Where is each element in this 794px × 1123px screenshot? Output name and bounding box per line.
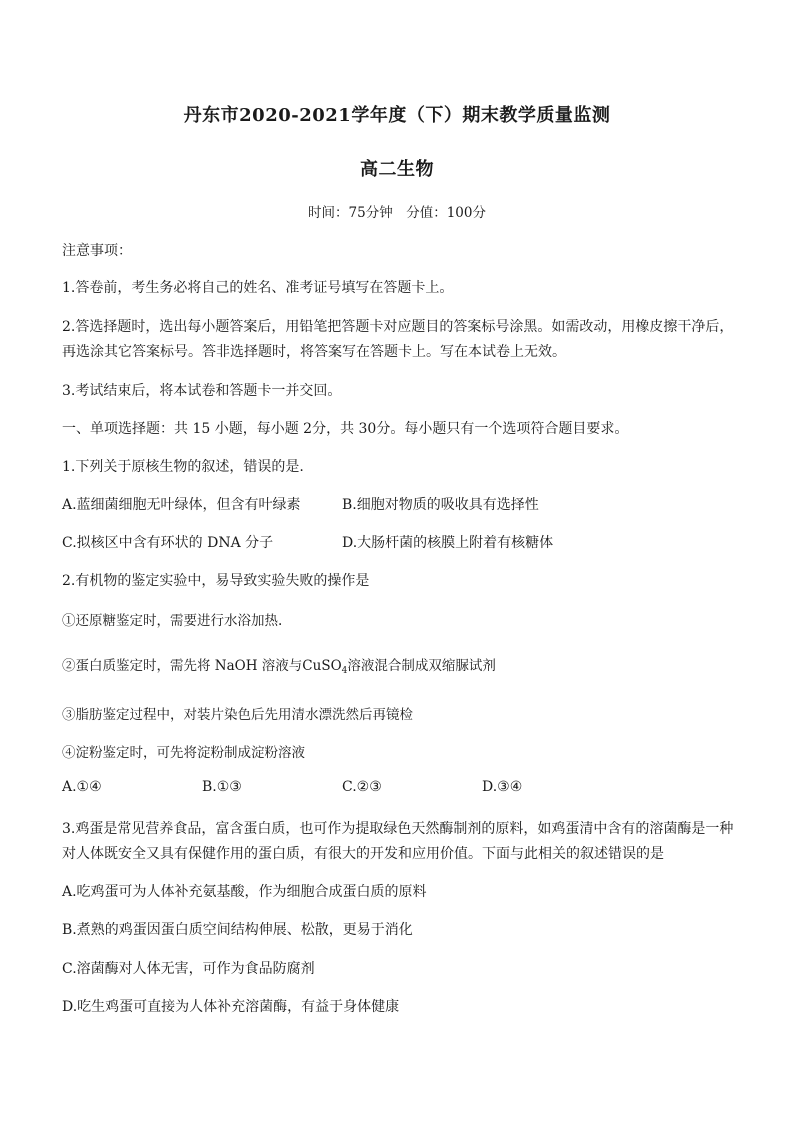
- question-2-statement-2: [62, 654, 496, 676]
- question-3-option-b: B.煮熟的鸡蛋因蛋白质空间结构伸展、松散，更易于消化: [62, 922, 413, 938]
- question-1-option-c: C.拟核区中含有环状的 DNA 分子: [62, 535, 274, 551]
- question-2-option-d: D.③④: [482, 779, 523, 795]
- notice-item-3: 3.考试结束后，将本试卷和答题卡一并交回。: [62, 383, 342, 399]
- section-1-heading: 一、单项选择题：共 15 小题，每小题 2分，共 30分。每小题只有一个选项符合题目要求。: [62, 421, 629, 437]
- statement-2-text-before: ②蛋白质鉴定时，需先将 NaOH 溶液与: [62, 658, 303, 674]
- question-3-option-d: D.吃生鸡蛋可直接为人体补充溶菌酶，有益于身体健康: [62, 999, 400, 1015]
- exam-title: 丹东市2020-2021学年度（下）期末教学质量监测: [183, 105, 611, 126]
- question-3-option-a: A.吃鸡蛋可为人体补充氨基酸，作为细胞合成蛋白质的原料: [62, 884, 427, 900]
- question-2-statement-3: ③脂肪鉴定过程中，对装片染色后先用清水漂洗然后再镜检: [62, 707, 413, 723]
- question-3-option-c: C.溶菌酶对人体无害，可作为食品防腐剂: [62, 961, 315, 977]
- notice-heading: 注意事项：: [62, 243, 132, 259]
- question-1-option-b: B.细胞对物质的吸收具有选择性: [342, 497, 539, 513]
- question-2-stem: 2.有机物的鉴定实验中，易导致实验失败的操作是: [62, 573, 370, 589]
- notice-item-1: 1.答卷前，考生务必将自己的姓名、准考证号填写在答题卡上。: [62, 280, 454, 296]
- chemical-formula: CuSO$_4$: [302, 658, 348, 676]
- question-2-statement-1: ①还原糖鉴定时，需要进行水浴加热.: [62, 613, 283, 629]
- notice-item-2-line-2: 再选涂其它答案标号。答非选择题时，将答案写在答题卡上。写在本试卷上无效。: [62, 344, 566, 360]
- question-2-option-b: B.①③: [202, 779, 242, 795]
- question-2-statement-4: ④淀粉鉴定时，可先将淀粉制成淀粉溶液: [62, 745, 305, 761]
- exam-time-score: 时间：75分钟 分值：100分: [308, 205, 486, 221]
- question-3-stem-line-1: 3.鸡蛋是常见营养食品，富含蛋白质，也可作为提取绿色天然酶制剂的原料，如鸡蛋清中含有的溶菌酶是一种: [62, 821, 734, 837]
- question-2-option-c: C.②③: [342, 779, 382, 795]
- question-1-option-d: D.大肠杆菌的核膜上附着有核糖体: [342, 535, 554, 551]
- question-2-option-a: A.①④: [62, 779, 102, 795]
- question-3-stem-line-2: 对人体既安全又具有保健作用的蛋白质，有很大的开发和应用价值。下面与此相关的叙述错误的是: [62, 846, 664, 862]
- statement-2-text-after: 溶液混合制成双缩脲试剂: [347, 658, 496, 674]
- question-1-stem: 1.下列关于原核生物的叙述，错误的是.: [62, 459, 304, 475]
- notice-item-2-line-1: 2.答选择题时，选出每小题答案后，用铅笔把答题卡对应题目的答案标号涂黑。如需改动，用橡皮擦干净后，: [62, 319, 734, 335]
- question-1-option-a: A.蓝细菌细胞无叶绿体，但含有叶绿素: [62, 497, 301, 513]
- exam-subject: 高二生物: [360, 159, 434, 180]
